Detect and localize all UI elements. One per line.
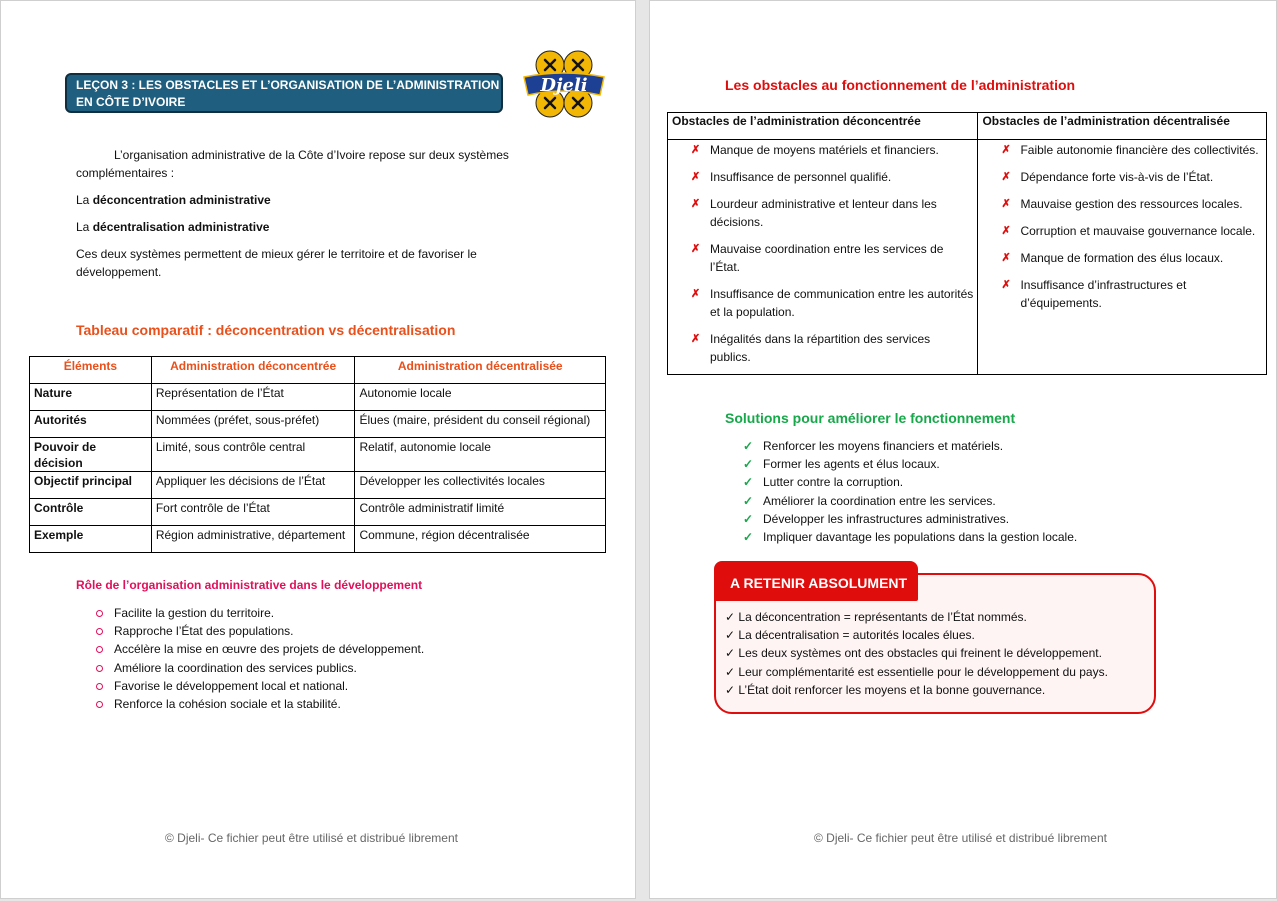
table-cell: Fort contrôle de l’État	[151, 499, 355, 526]
list-item-text: Lourdeur administrative et lenteur dans les décisions.	[710, 197, 937, 229]
list-item	[668, 168, 977, 186]
table-cell: Appliquer les décisions de l’État	[151, 472, 355, 499]
system-1	[76, 191, 271, 209]
conclusion-paragraph: Ces deux systèmes permettent de mieux gérer le territoire et de favoriser le développement.	[76, 247, 477, 279]
system-2-name: décentralisation administrative	[92, 220, 270, 234]
table-row-header: Autorités	[30, 411, 152, 438]
cross-icon: ✗	[691, 198, 701, 210]
list-item-text: Inégalités dans la répartition des services publics.	[710, 332, 931, 364]
table-cell: Représentation de l’État	[151, 384, 355, 411]
table-row	[30, 438, 606, 472]
table-cell: Autonomie locale	[355, 384, 606, 411]
intro-paragraph: L’organisation administrative de la Côte d’Ivoire repose sur deux systèmes complémentaires :	[76, 148, 509, 180]
table-row	[30, 384, 606, 411]
list-item	[668, 195, 977, 231]
list-item: ✓ Les deux systèmes ont des obstacles qui freinent le développement.	[725, 646, 1102, 661]
list-item: Renforce la cohésion sociale et la stabilité.	[76, 695, 576, 713]
list-item-text: Mauvaise coordination entre les services de l’État.	[710, 242, 944, 274]
table-header-row	[30, 357, 606, 384]
check-icon: ✓	[743, 493, 754, 508]
list-item: ✓ La décentralisation = autorités locales élues.	[725, 628, 975, 643]
list-item-text: Améliorer la coordination entre les services.	[763, 493, 996, 508]
list-item-text: Corruption et mauvaise gouvernance locale.	[1020, 224, 1256, 238]
list-item	[725, 473, 1245, 491]
table-cell: Région administrative, département	[151, 526, 355, 553]
table-row	[30, 411, 606, 438]
list-item-text: Former les agents et élus locaux.	[763, 457, 940, 472]
table-header-cell: Obstacles de l’administration décentralisée	[978, 113, 1267, 140]
list-item	[725, 492, 1245, 510]
check-icon: ✓	[743, 439, 754, 453]
table-row-header: Contrôle	[30, 499, 152, 526]
djeli-logo	[520, 47, 608, 122]
table-cell: Commune, région décentralisée	[355, 526, 606, 553]
table-cell: Élues (maire, président du conseil régional)	[355, 411, 606, 438]
list-item-text: Lutter contre la corruption.	[763, 475, 904, 490]
list-item-text: Manque de formation des élus locaux.	[1020, 251, 1224, 265]
logo-text: Djeli	[540, 75, 588, 96]
check-icon: ✓	[743, 457, 754, 472]
list-item-text: Impliquer davantage les populations dans la gestion locale.	[763, 530, 1078, 545]
table-row	[30, 472, 606, 499]
cross-icon: ✗	[691, 333, 701, 345]
table-cell	[668, 140, 978, 375]
list-item	[725, 455, 1245, 473]
list-item	[725, 437, 1245, 455]
list-item	[978, 222, 1266, 240]
table-header-cell: Administration décentralisée	[355, 357, 606, 384]
list-item-text: Insuffisance de communication entre les autorités et la population.	[710, 287, 974, 319]
cross-icon: ✗	[1001, 171, 1011, 183]
system-2-prefix: La	[76, 220, 93, 234]
list-item-text: Manque de moyens matériels et financiers.	[710, 143, 939, 157]
list-item: Améliore la coordination des services publics.	[76, 659, 576, 677]
list-item	[978, 249, 1266, 267]
table-row-header: Exemple	[30, 526, 152, 553]
list-item	[725, 510, 1245, 528]
system-1-name: déconcentration administrative	[92, 193, 271, 207]
list-item: Favorise le développement local et national.	[76, 677, 576, 695]
table-cell: Nommées (préfet, sous-préfet)	[151, 411, 355, 438]
list-item	[668, 141, 977, 159]
table-cell: Relatif, autonomie locale	[355, 438, 606, 472]
check-icon: ✓	[743, 511, 754, 526]
cross-icon: ✗	[1001, 198, 1011, 210]
footer: © Djeli- Ce fichier peut être utilisé et distribué librement	[165, 831, 458, 845]
cross-icon: ✗	[1001, 225, 1011, 237]
list-item	[668, 240, 977, 276]
cross-icon: ✗	[691, 288, 701, 300]
solutions-list	[725, 437, 1245, 546]
role-heading: Rôle de l’organisation administrative dans le développement	[76, 578, 423, 592]
list-item	[978, 141, 1266, 159]
footer: © Djeli- Ce fichier peut être utilisé et distribué librement	[814, 831, 1107, 845]
cross-icon: ✗	[1001, 144, 1011, 156]
role-list	[76, 604, 576, 713]
cross-icon: ✗	[691, 144, 701, 156]
list-item-text: Renforcer les moyens financiers et matériels.	[763, 439, 1004, 453]
list-item-text: Insuffisance de personnel qualifié.	[710, 170, 892, 184]
list-item-text: Faible autonomie financière des collectivités.	[1020, 143, 1259, 157]
table-row	[30, 526, 606, 553]
list-item	[668, 285, 977, 321]
obstacles-heading: Les obstacles au fonctionnement de l’administration	[725, 77, 1076, 93]
list-item: Rapproche l’État des populations.	[76, 622, 576, 640]
cross-icon: ✗	[1001, 252, 1011, 264]
table-header-row	[668, 113, 1267, 140]
table-row-header: Nature	[30, 384, 152, 411]
cross-icon: ✗	[691, 171, 701, 183]
obstacles-table	[667, 112, 1267, 375]
deconcentration-obstacles-list	[668, 141, 977, 366]
list-item: Accélère la mise en œuvre des projets de développement.	[76, 640, 576, 658]
check-icon: ✓	[743, 530, 754, 545]
table-header-cell: Administration déconcentrée	[151, 357, 355, 384]
list-item	[978, 168, 1266, 186]
list-item	[978, 276, 1266, 312]
retenir-title: A RETENIR ABSOLUMENT	[714, 561, 918, 601]
check-icon: ✓	[743, 475, 754, 490]
table-cell: Développer les collectivités locales	[355, 472, 606, 499]
list-item	[725, 528, 1245, 546]
table-heading: Tableau comparatif : déconcentration vs décentralisation	[76, 322, 456, 338]
table-row	[668, 140, 1267, 375]
table-cell: Limité, sous contrôle central	[151, 438, 355, 472]
list-item: ✓ La déconcentration = représentants de l’État nommés.	[725, 610, 1027, 624]
table-row-header: Pouvoir de décision	[30, 438, 152, 472]
list-item	[978, 195, 1266, 213]
cross-icon: ✗	[1001, 279, 1011, 291]
decentralisation-obstacles-list	[978, 141, 1266, 312]
solutions-heading: Solutions pour améliorer le fonctionnement	[725, 410, 1016, 426]
list-item-text: Insuffisance d’infrastructures et d’équipements.	[1020, 278, 1187, 310]
list-item	[668, 330, 977, 366]
table-cell	[978, 140, 1267, 375]
table-header-cell: Obstacles de l’administration déconcentrée	[668, 113, 978, 140]
list-item-text: Dépendance forte vis-à-vis de l’État.	[1020, 170, 1214, 184]
system-1-prefix: La	[76, 193, 93, 207]
table-row	[30, 499, 606, 526]
list-item: Facilite la gestion du territoire.	[76, 604, 576, 622]
table-row-header: Objectif principal	[30, 472, 152, 499]
list-item: ✓ Leur complémentarité est essentielle pour le développement du pays.	[725, 664, 1108, 679]
lesson-title: LEÇON 3 : LES OBSTACLES ET L’ORGANISATION DE L’ADMINISTRATION EN CÔTE D’IVOIRE	[65, 73, 503, 113]
table-header-cell: Éléments	[30, 357, 152, 384]
list-item: ✓ L’État doit renforcer les moyens et la bonne gouvernance.	[725, 682, 1046, 697]
system-2	[76, 218, 269, 236]
list-item-text: Développer les infrastructures administratives.	[763, 511, 1010, 526]
comparison-table	[29, 356, 606, 553]
list-item-text: Mauvaise gestion des ressources locales.	[1020, 197, 1243, 211]
cross-icon: ✗	[691, 243, 701, 255]
retenir-list	[725, 608, 1150, 699]
table-cell: Contrôle administratif limité	[355, 499, 606, 526]
